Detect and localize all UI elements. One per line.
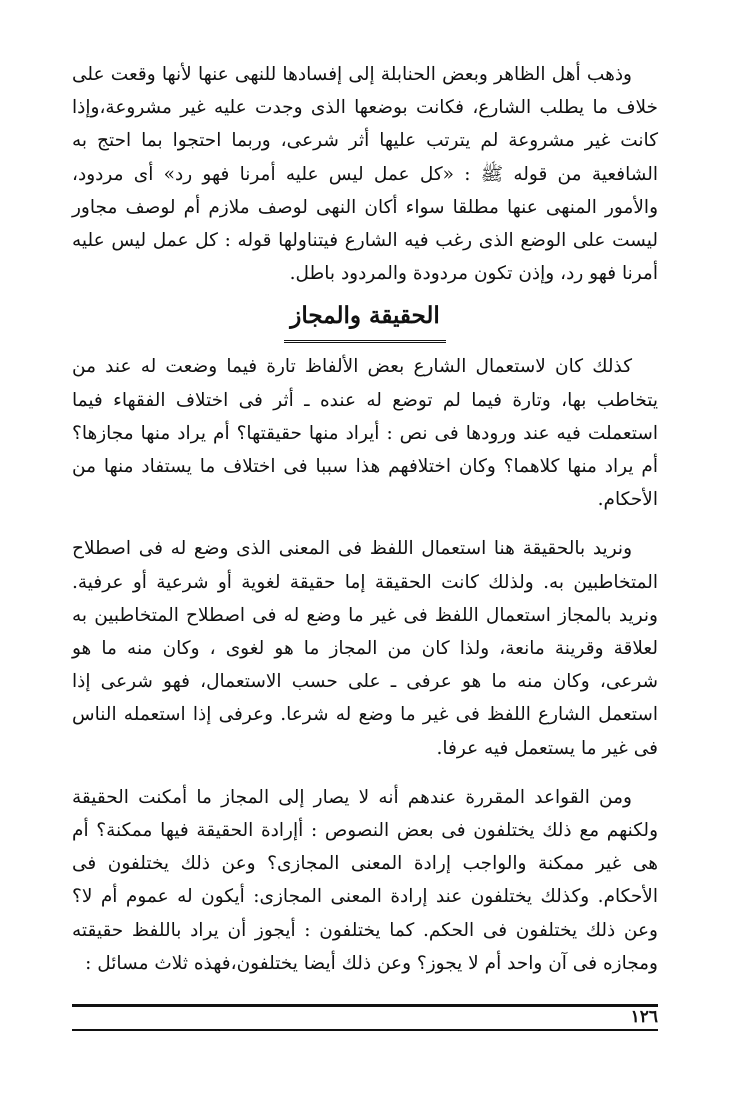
paragraph-gap [72, 516, 658, 532]
paragraph-usage-of-words: كذلك كان لاستعمال الشارع بعض الألفاظ تارة فيما وضعت له عند من يتخاطب بها، وتارة فيما لم توضع له عنده ـ أثر فى اختلاف الفقهاء فيما استعملت فيه عند ورودها فى نص : أيراد منها حقيقتها؟ أم يراد منها مجازها؟ أم يراد منها كلاهما؟ وكان اختلافهم هذا سببا فى اختلاف ما يستفاد منها من الأحكام. [72, 356, 658, 511]
section-heading: الحقيقة والمجاز [284, 296, 446, 343]
paragraph-zahiri-opinion: وذهب أهل الظاهر وبعض الحنابلة إلى إفسادها للنهى عنها لأنها وقعت على خلاف ما يطلب الشارع، فكانت بوضعها الذى وجدت عليه غير مشروعة،وإذا كانت غير مشروعة لم يترتب عليها أثر شرعى، وربما احتجوا بما احتج به الشافعية من قوله ﷺ : «كل عمل ليس عليه أمرنا فهو رد» أى مردود، والأمور المنهى عنها مطلقا سواء أكان النهى لوصف ملازم أم لوصف مجاور ليست على الوضع الذى رغب فيه الشارع فيتناولها قوله : كل عمل ليس عليه أمرنا فهو رد، وإذن تكون مردودة والمردود باطل. [72, 64, 658, 285]
footer-rule-thick [72, 1004, 658, 1007]
paragraph-established-rules: ومن القواعد المقررة عندهم أنه لا يصار إلى المجاز ما أمكنت الحقيقة ولكنهم مع ذلك يختلفون فى بعض النصوص : أإرادة الحقيقة فيها ممكنة؟ أم هى غير ممكنة والواجب إرادة المعنى المجازى؟ وعن ذلك يختلفون فى الأحكام. وكذلك يختلفون عند إرادة المعنى المجازى: أيكون له عموم أم لا؟ وعن ذلك يختلفون فى الحكم. كما يختلفون : أيجوز أن يراد باللفظ حقيقته ومجازه فى آن واحد أم لا يجوز؟ وعن ذلك أيضا يختلفون،فهذه ثلاث مسائل : [72, 786, 658, 974]
page-body [72, 58, 658, 980]
section-heading-wrap [72, 296, 658, 342]
paragraph-definition-haqiqa-majaz: ونريد بالحقيقة هنا استعمال اللفظ فى المعنى الذى وضع له فى اصطلاح المتخاطبين به. ولذلك كانت الحقيقة إما حقيقة لغوية أو شرعية أو عرفية. ونريد بالمجاز استعمال اللفظ فى غير ما وضع له فى اصطلاح المتخاطبين به لعلاقة وقرينة مانعة، ولذا كان من المجاز ما هو لغوى ، وكان منه ما هو شرعى، وكان منه ما هو عرفى ـ على حسب الاستعمال، فهو شرعى إذا استعمل الشارع اللفظ فى غير ما وضع له شرعا. وعرفى إذا استعمله الناس فى غير ما يستعمل فيه عرفا. [72, 538, 658, 759]
footer-rule-thin [72, 1029, 658, 1031]
page-number: ١٢٦ [630, 1007, 658, 1027]
paragraph-gap [72, 765, 658, 781]
